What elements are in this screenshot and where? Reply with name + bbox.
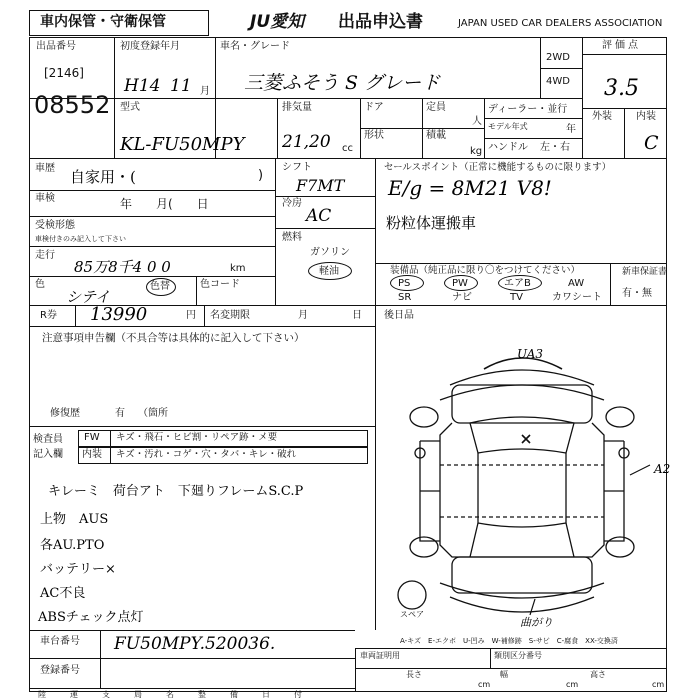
recycle-label: R券 [40,310,57,321]
fw-label: FW [84,432,100,443]
cert-label: 車両証明用 [360,651,400,660]
car-damage-diagram [380,345,665,635]
drive-4wd: 4WD [546,76,570,87]
name-change-month: 月 [298,310,308,321]
lot-sub-number: [2146] [44,66,84,80]
interior-row-label: 内装 [82,449,102,460]
inspection-label: 車検 [35,193,55,204]
form-title: 出品申込書 [338,12,423,32]
equipment-grid [380,277,610,305]
mileage-label: 走行 [35,250,55,261]
bottom-char: 付 [294,690,302,699]
sales-note: 粉粒体運搬車 [386,214,477,232]
spare-label: スペア [400,610,424,619]
repair-label: 修復歴 [50,408,80,419]
interior-items: キズ・汚れ・コゲ・穴・タバ・キレ・破れ [116,449,297,460]
height-label: 高さ [590,670,606,679]
bottom-char: 名 [166,690,174,699]
color-change: 色替 [150,281,170,292]
name-change-day: 日 [352,310,362,321]
equip-pw: PW [452,278,468,289]
warranty-label: 新車保証書 [622,267,668,277]
repair-value: 有 [115,408,125,419]
remark-line-6: ABSチェック点灯 [38,610,144,625]
association-name: JAPAN USED CAR DEALERS ASSOCIATION [458,18,663,29]
equip-airbag: エアB [504,278,531,289]
diagram-side-mark: A2 [654,462,671,476]
length-unit: cm [478,680,491,689]
displacement-label: 排気量 [282,102,312,113]
first-reg-month: 11 [170,76,192,96]
equip-airbag-circle [498,275,542,291]
bottom-char: 支 [102,690,110,699]
rear-items-label: 後日品 [384,310,414,321]
shape-label: 形状 [364,130,384,141]
mileage-unit: km [230,263,246,274]
bottom-char: 陸 [38,690,46,699]
class-label: 類別区分番号 [494,651,542,660]
color-label: 色 [35,279,45,290]
equipment-label: 装備品（純正品に限り〇をつけてください） [390,265,581,276]
history-label: 車歴 [35,163,55,174]
equip-sr: SR [398,292,412,303]
equip-aw: AW [568,278,585,289]
mileage-value: 85万8千4 0 0 [74,258,171,276]
fuel-gas: ガソリン [310,247,350,258]
color-change-circle [146,278,176,296]
bottom-char: 日 [262,690,270,699]
displacement-unit: cc [342,143,353,154]
model-code: KL-FU50MPY [120,134,245,155]
height-unit: cm [652,680,665,689]
brand-logo: JU愛知 [250,12,305,32]
evaluation-score: 3.5 [604,76,639,101]
recycle-value: 13990 [90,304,148,325]
drive-2wd: 2WD [546,52,570,63]
first-reg-year: H14 [124,76,161,96]
fuel-diesel: 軽油 [319,266,339,277]
vehicle-name: 三菱ふそう S グレード [244,72,441,94]
dealer-label: ディーラー・並行 [488,104,568,115]
capacity-label: 定員 [426,102,446,113]
ac-label: 冷房 [282,198,302,209]
load-unit: kg [470,146,483,157]
equip-ps: PS [398,278,411,289]
remark-line-3: 各AU.PTO [40,538,105,553]
chassis-label: 車台番号 [40,636,80,647]
lot-number-label: 出品番号 [36,41,76,52]
exterior-label: 外装 [592,111,612,122]
handle-label: ハンドル [488,142,528,153]
first-reg-month-unit: 月 [200,86,210,97]
storage-label: 車内保管・守衛保管 [40,14,166,30]
remark-line-5: AC不良 [40,586,86,601]
bottom-char: 備 [230,690,238,699]
equip-navi: ナビ [452,292,472,303]
diagram-top-mark: UA3 [517,347,544,361]
displacement-value: 21,20 [282,132,331,152]
handle-options: 左・右 [540,142,570,153]
width-label: 幅 [500,670,508,679]
recycle-unit: 円 [186,310,196,321]
model-label: 型式 [120,102,140,113]
model-year-label: モデル年式 [488,122,528,131]
bottom-char: 整 [198,690,206,699]
model-year-unit: 年 [566,124,576,135]
vehicle-name-label: 車名・グレード [220,41,290,52]
evaluation-label: 評価点 [602,40,641,51]
warranty-options: 有・無 [622,288,652,299]
bottom-char: 局 [134,690,142,699]
remark-line-4: バッテリー× [40,562,116,577]
recv-note: 車検付きのみ記入して下さい [35,235,126,243]
inspector-label-2: 記入欄 [33,449,63,460]
color-value: シテイ [66,288,110,306]
inspector-label-1: 検査員 [33,434,63,445]
door-label: ドア [364,102,384,113]
fuel-label: 燃料 [282,232,302,243]
equip-pw-circle [444,275,478,291]
fuel-diesel-circle [308,262,352,280]
notice-label: 注意事項申告欄（不具合等は具体的に記入して下さい） [42,332,305,344]
lot-number: 08552 [34,91,111,119]
sales-points-label: セールスポイント（正常に機能するものに限ります） [384,162,612,173]
interior-label: 内装 [636,111,656,122]
interior-grade: C [644,132,659,154]
width-unit: cm [566,680,579,689]
remark-line-1: キレーミ 荷台アト 下廻りフレームS.C.P [48,484,304,499]
shift-value: F7MT [296,176,345,195]
ac-value: AC [306,206,332,226]
sales-engine: E/g = 8M21 V8! [388,176,552,200]
chassis-value: FU50MPY.520036. [114,634,276,654]
remark-line-2: 上物 AUS [40,512,109,527]
shift-label: シフト [282,162,312,173]
load-label: 積載 [426,130,446,141]
length-label: 長さ [406,670,422,679]
fw-items: キズ・飛石・ヒビ割・リペア跡・メ要 [116,432,278,443]
equip-ps-circle [390,275,424,291]
diagram-legend: A-キズ E-エクボ U-凹み W-補修跡 S-サビ C-腐食 XX-交換済 [400,637,618,645]
equip-seat: カワシート [552,292,602,303]
history-close: ) [258,168,264,183]
bent-label: 曲がり [520,616,553,629]
recv-label: 受検形態 [35,220,75,231]
first-reg-label: 初度登録年月 [120,41,180,52]
reg-number-label: 登録番号 [40,665,80,676]
color-code-label: 色コード [200,279,240,290]
equip-tv: TV [510,292,523,303]
history-value: 自家用・( [70,168,136,186]
repair-location: （箇所 [138,408,168,419]
capacity-unit: 人 [472,116,482,127]
bottom-char: 運 [70,690,78,699]
name-change-label: 名変期限 [210,310,250,321]
inspection-value: 年 月( 日 [120,197,209,211]
bottom-stamp-row [34,690,354,700]
